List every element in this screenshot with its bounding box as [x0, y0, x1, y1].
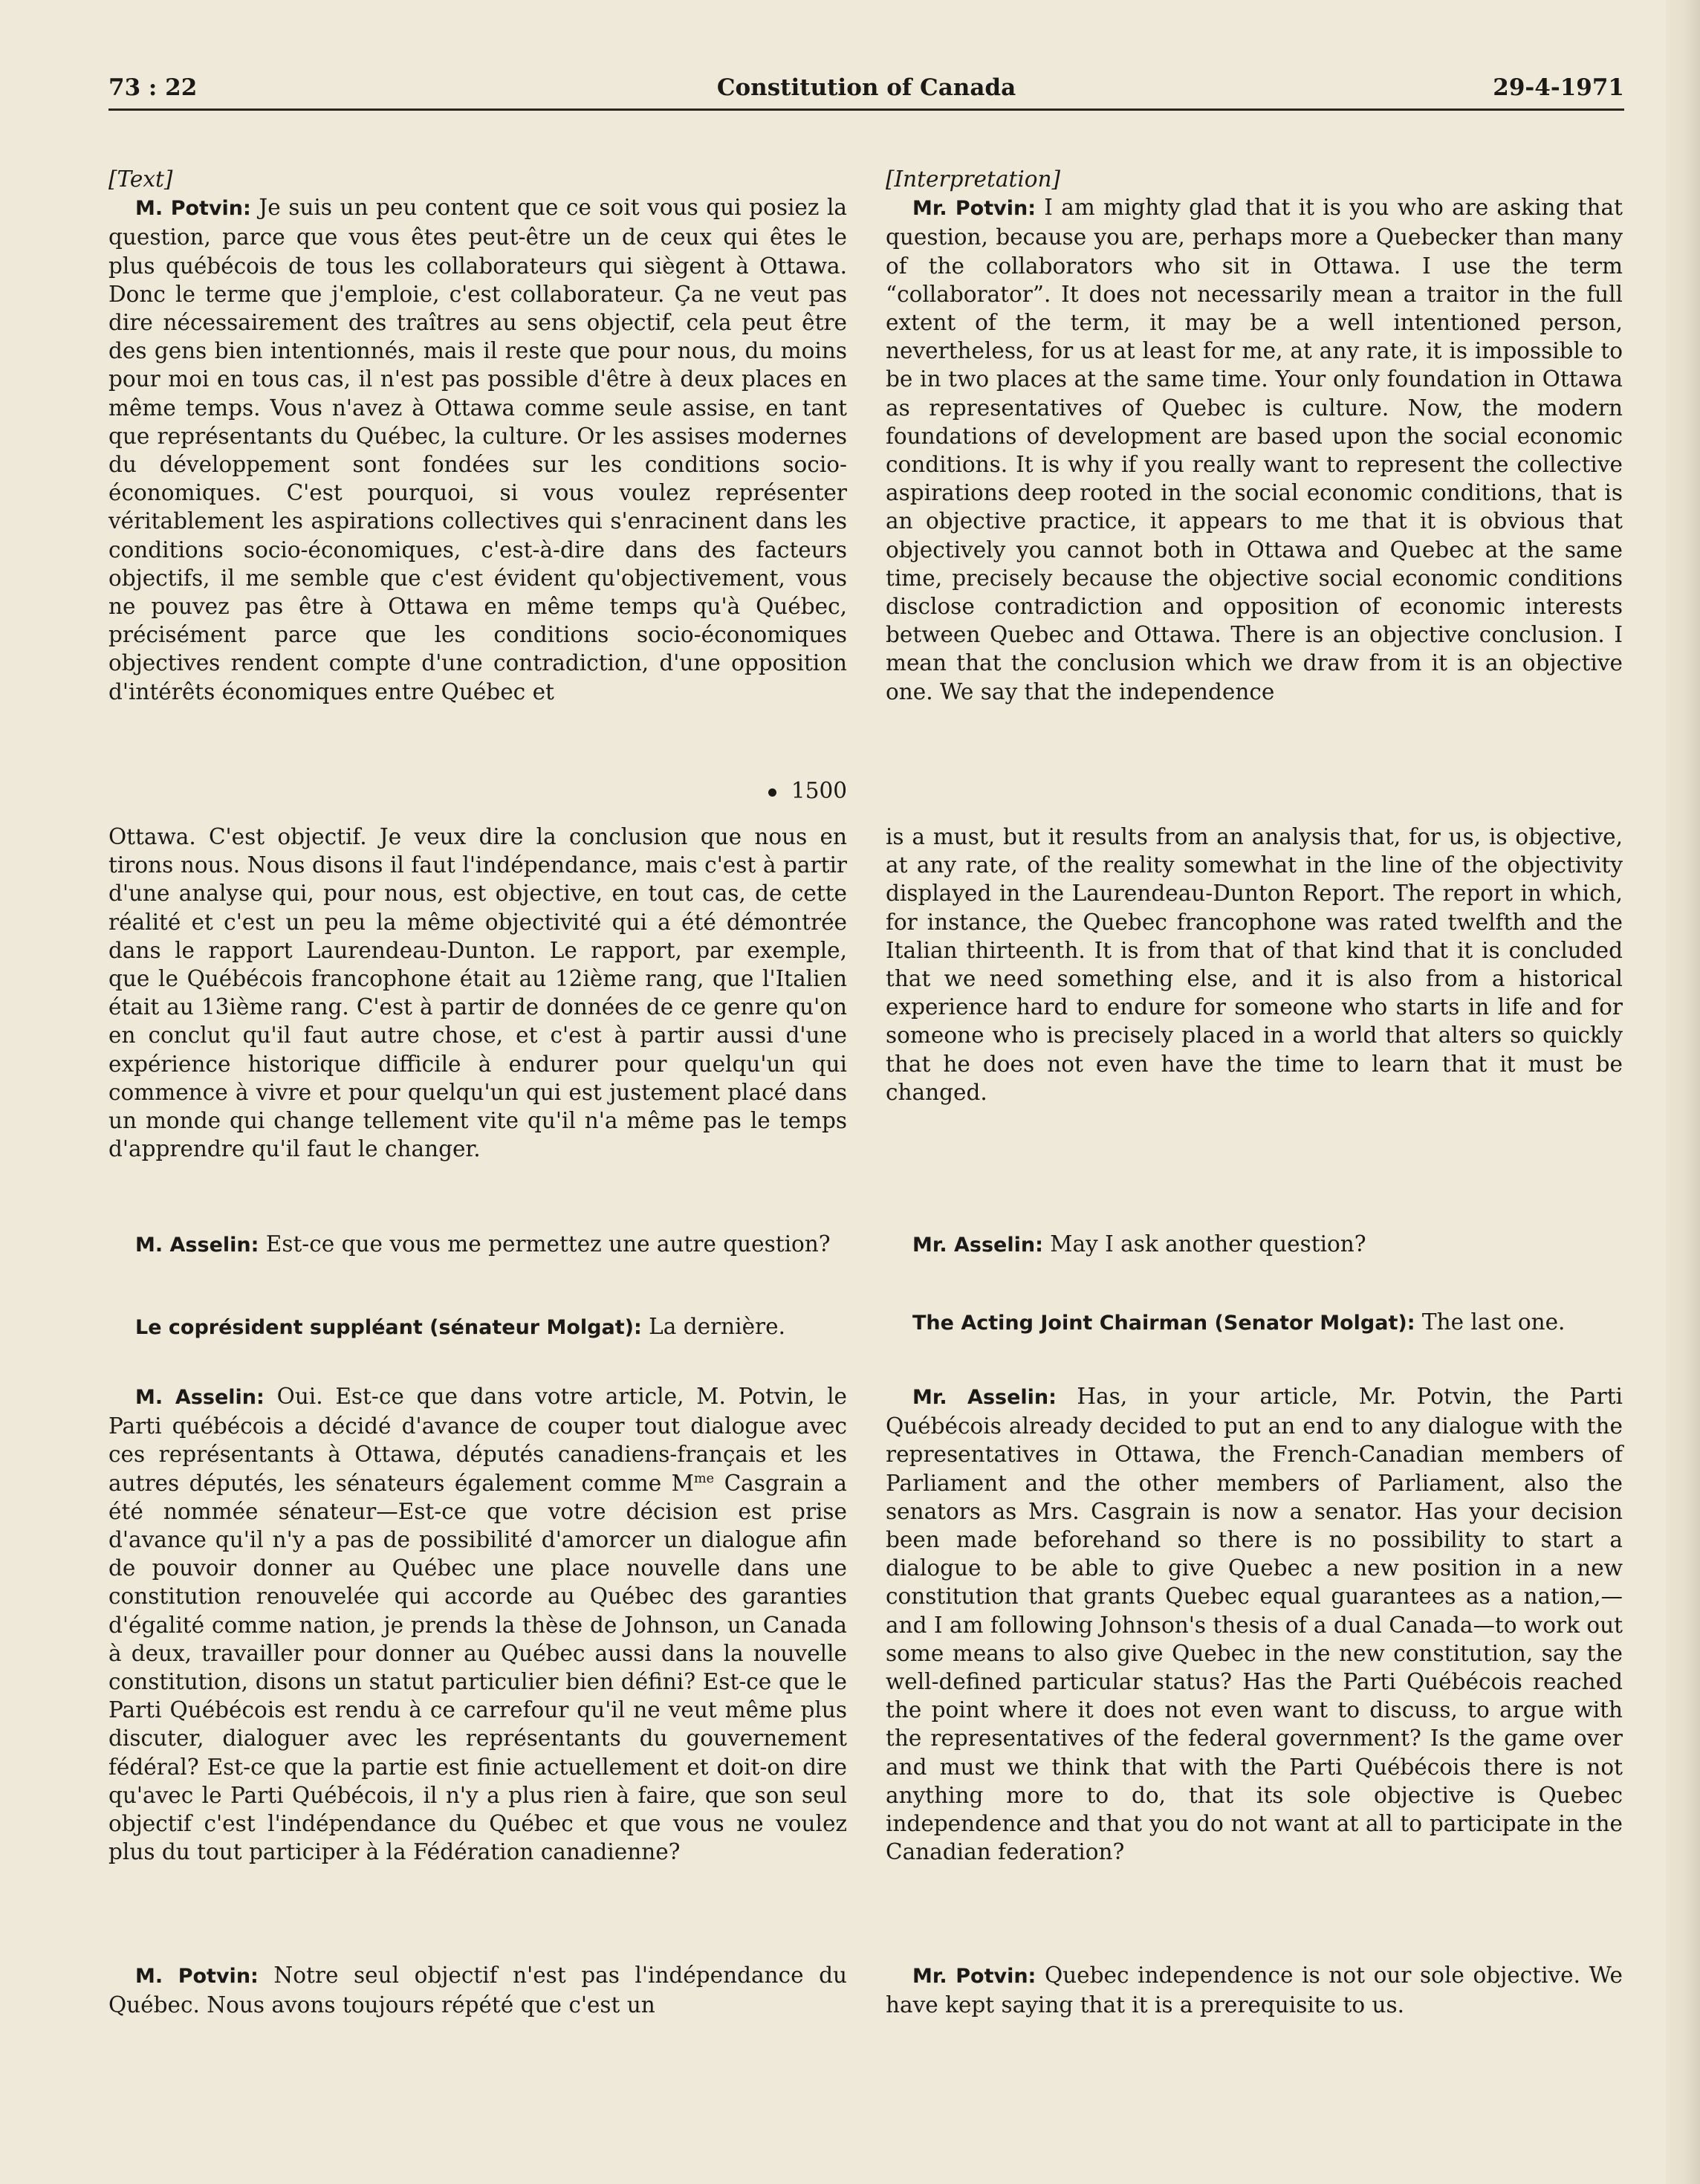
speaker-name: The Acting Joint Chairman (Senator Molgat):	[912, 1312, 1415, 1335]
speech-text: La dernière.	[641, 1314, 785, 1339]
speech-text: Has, in your article, Mr. Potvin, the Parti Québécois already decided to put an end to any dialogue with the representatives in Ottawa, the French-Canadian members of Parliament and the other members of Parliament, also the senators as Mrs. Casgrain is now a senator. Has your decision been made beforehand so there is no possibility to start a dialogue to be able to give Quebec a new position in a new constitution that grants Quebec equal guarantees as a nation,—and I am following Johnson's thesis of a dual Canada—to work out some means to also give Quebec in the new constitution, say the well-defined particular status? Has the Parti Québécois reached the point where it does not even want to discuss, to argue with the representatives of the federal government? Is the game over and must we think that with the Parti Québécois there is not anything more to do, that its sole objective is Quebec independence and that you do not want at all to participate in the Canadian federation?	[886, 1384, 1623, 1865]
speaker-name: Le coprésident suppléant (sénateur Molgat):	[135, 1316, 642, 1339]
french-paragraph-potvin	[108, 193, 847, 706]
french-paragraph-asselin-2	[108, 1382, 847, 1866]
issue-date: 29-4-1971	[1493, 74, 1624, 101]
speaker-name: M. Potvin:	[135, 1965, 259, 1988]
english-paragraph-potvin	[886, 193, 1623, 706]
english-paragraph-asselin-1	[886, 1230, 1623, 1260]
page-edge-shadow	[1666, 0, 1700, 2184]
speech-text: May I ask another question?	[1042, 1231, 1366, 1257]
time-marker	[736, 778, 847, 803]
french-paragraph-chairman	[108, 1312, 847, 1342]
bullet-icon	[768, 788, 776, 797]
speaker-name: Mr. Asselin:	[912, 1386, 1057, 1409]
speech-text: Ottawa. C'est objectif. Je veux dire la conclusion que nous en tirons nous. Nous disons il faut l'indépendance, mais c'est à partir d'une analyse qui, pour nous, est objective, en tout cas, de cette réalité et c'est un peu la même objectivité qui a été démontrée dans le rapport Laurendeau-Dunton. Le rapport, par exemple, que le Québécois francophone était au 12ième rang, que l'Italien était au 13ième rang. C'est à partir de données de ce genre qu'on en conclut qu'il faut autre chose, et c'est à partir aussi d'une expérience historique difficile à endurer pour quelqu'un qui commence à vivre et pour quelqu'un qui est justement placé dans un monde qui change tellement vite qu'il n'a même pas le temps d'apprendre qu'il faut le changer.	[108, 824, 847, 1162]
speech-text: Casgrain a été nommée sénateur—Est-ce que votre décision est prise d'avance qu'il n'y a pas de possibilité d'amorcer un dialogue afin de pouvoir donner au Québec une place nouvelle dans une constitution renouvelée qui accorde au Québec des garanties d'égalité comme nation, je prends la thèse de Johnson, un Canada à deux, travailler pour donner au Québec aussi dans la nouvelle constitution, disons un statut particulier bien défini? Est-ce que le Parti Québécois est rendu à ce carrefour qu'il ne veut même plus discuter, dialoguer avec les représentants du gouvernement fédéral? Est-ce que la partie est finie actuellement et doit-on dire qu'avec le Parti Québécois, il n'y a plus rien à faire, que son seul objectif c'est l'indépendance du Québec et que vous ne voulez plus du tout participer à la Fédération canadienne?	[108, 1470, 847, 1865]
french-paragraph-asselin-1	[108, 1230, 847, 1260]
text-label: [Text]	[108, 166, 173, 192]
french-continuation	[108, 823, 847, 1163]
speaker-name: M. Asselin:	[135, 1386, 265, 1409]
time-marker-value: 1500	[791, 778, 847, 803]
interpretation-label: [Interpretation]	[886, 166, 1061, 192]
speaker-name: M. Potvin:	[135, 197, 251, 221]
english-column-top	[886, 165, 1623, 706]
speech-text: Oui. Est-ce que dans votre article, M. Potvin, le Parti québécois a décidé d'avance de couper tout dialogue avec ces représentants à Ottawa, députés canadiens-français et les autres députés, les sénateurs également comme M	[108, 1384, 848, 1496]
page-number: 73 : 22	[108, 74, 198, 101]
speech-text: Quebec independence is not our sole objective. We have kept saying that it is a prerequisite to us.	[886, 1963, 1623, 2018]
speaker-name: Mr. Asselin:	[912, 1234, 1043, 1257]
english-continuation	[886, 823, 1623, 1106]
speaker-name: M. Asselin:	[135, 1234, 259, 1257]
header-rule	[108, 108, 1624, 111]
speech-text: Notre seul objectif n'est pas l'indépendance du Québec. Nous avons toujours répété que c'est un	[108, 1963, 847, 2018]
superscript: me	[693, 1471, 715, 1486]
french-paragraph-potvin-2	[108, 1961, 847, 2019]
speech-text: Est-ce que vous me permettez une autre question?	[259, 1231, 831, 1257]
french-column-top	[108, 165, 847, 706]
publication-title: Constitution of Canada	[716, 74, 1016, 101]
speaker-name: Mr. Potvin:	[912, 197, 1036, 221]
speech-text: I am mighty glad that it is you who are asking that question, because you are, perhaps more a Quebecker than many of the collaborators who sit in Ottawa. I use the term “collaborator”. It does not necessarily mean a traitor in the full extent of the term, it may be a well intentioned person, nevertheless, for us at least for me, at any rate, it is impossible to be in two places at the same time. Your only foundation in Ottawa as representatives of Quebec is culture. Now, the modern foundations of development are based upon the social economic conditions. It is why if you really want to represent the collective aspirations deep rooted in the social economic conditions, that is an objective practice, it appears to me that it is obvious that objectively you cannot both in Ottawa and Quebec at the same time, precisely because the objective social economic conditions disclose contradiction and opposition of economic interests between Quebec and Ottawa. There is an objective conclusion. I mean that the conclusion which we draw from it is an objective one. We say that the independence	[886, 195, 1623, 704]
speech-text: The last one.	[1415, 1309, 1566, 1335]
english-paragraph-chairman	[886, 1308, 1623, 1338]
english-paragraph-potvin-2	[886, 1961, 1623, 2019]
speech-text: Je suis un peu content que ce soit vous qui posiez la question, parce que vous êtes peut-être un de ceux qui êtes le plus québécois de tous les collaborateurs qui siègent à Ottawa. Donc le terme que j'emploie, c'est collaborateur. Ça ne veut pas dire nécessairement des traîtres au sens objectif, cela peut être des gens bien intentionnés, mais il reste que pour nous, du moins pour moi en tous cas, il n'est pas possible d'être à deux places en même temps. Vous n'avez à Ottawa comme seule assise, en tant que représentants du Québec, la culture. Or les assises modernes du développement sont fondées sur les conditions socio-économiques. C'est pourquoi, si vous voulez représenter véritablement les aspirations collectives qui s'enracinent dans les conditions socio-économiques, c'est-à-dire dans des facteurs objectifs, il me semble que c'est évident qu'objectivement, vous ne pouvez pas être à Ottawa en même temps qu'à Québec, précisément parce que les conditions socio-économiques objectives rendent compte d'une contradiction, d'une opposition d'intérêts économiques entre Québec et	[108, 195, 847, 704]
speech-text: is a must, but it results from an analysis that, for us, is objective, at any rate, of the reality somewhat in the line of the objectivity displayed in the Laurendeau-Dunton Report. The report in which, for instance, the Quebec francophone was rated twelfth and the Italian thirteenth. It is from that of that kind that it is concluded that we need something else, and it is also from a historical experience hard to endure for someone who starts in life and for someone who is precisely placed in a world that alters so quickly that he does not even have the time to learn that it must be changed.	[886, 824, 1623, 1105]
speaker-name: Mr. Potvin:	[912, 1965, 1036, 1988]
english-paragraph-asselin-2	[886, 1382, 1623, 1866]
